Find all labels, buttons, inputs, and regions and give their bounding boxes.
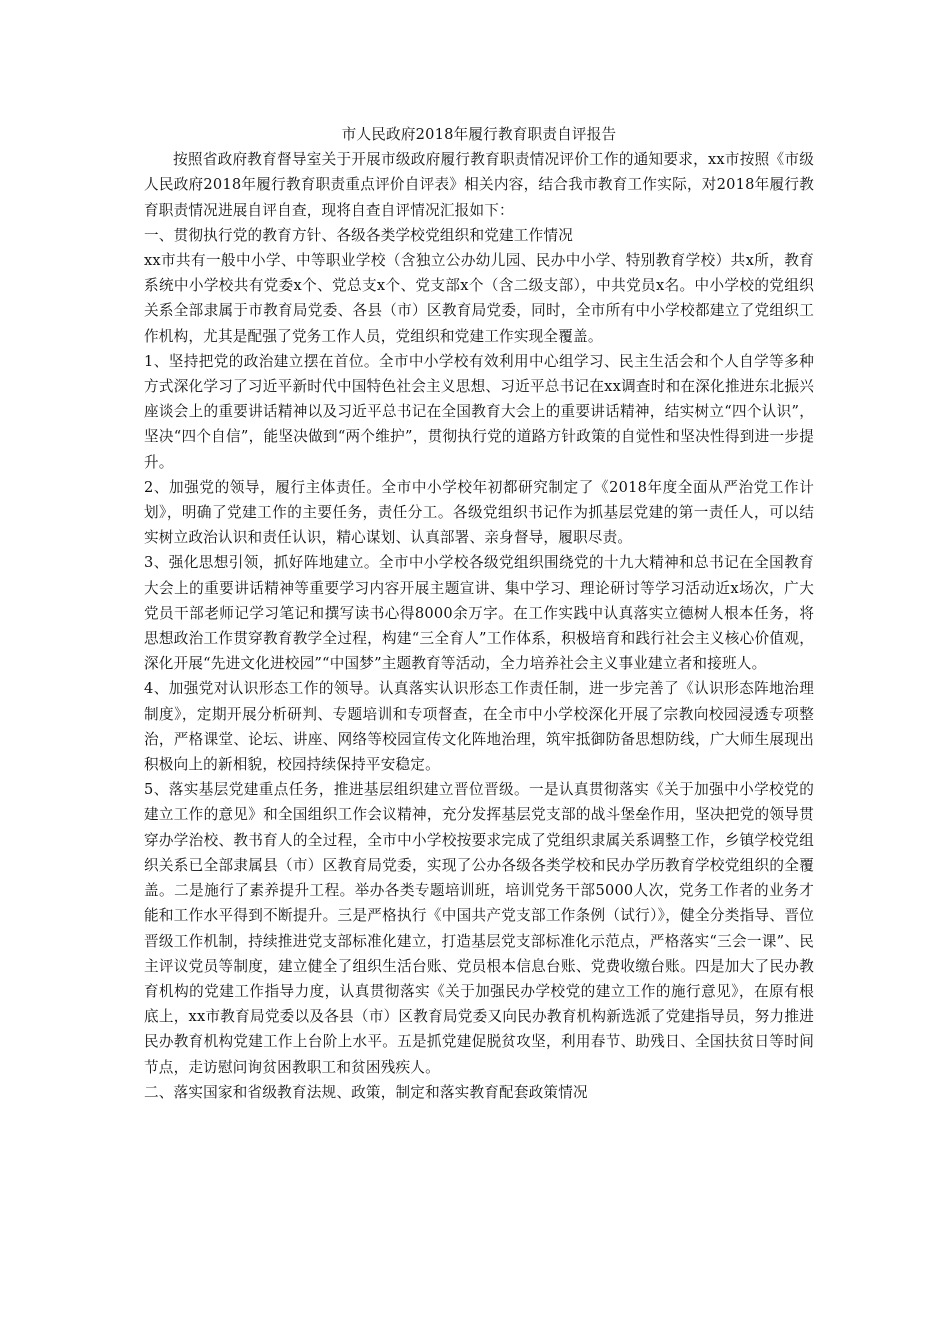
paragraph: 4、加强党对认识形态工作的领导。认真落实认识形态工作责任制，进一步完善了《认识形态阵地治理制度》，定期开展分析研判、专题培训和专项督查，在全市中小学校深化开展了宗教向校园浸透专项整治，严格课堂、论坛、讲座、网络等校园宣传文化阵地治理，筑牢抵御防备思想防线，广大师生展现出积极向上的新相貌，校园持续保持平安稳定。: [144, 680, 814, 774]
paragraph: 5、落实基层党建重点任务，推进基层组织建立晋位晋级。一是认真贯彻落实《关于加强中小学校党的建立工作的意见》和全国组织工作会议精神，充分发挥基层党支部的战斗堡垒作用，坚决把党的领导贯穿办学治校、教书育人的全过程，全市中小学校按要求完成了党组织隶属关系调整工作，乡镇学校党组织关系已全部隶属县（市）区教育局党委，实现了公办各级各类学校和民办学历教育学校党组织的全覆盖。二是施行了素养提升工程。举办各类专题培训班，培训党务干部5000人次，党务工作者的业务才能和工作水平得到不断提升。三是严格执行《中国共产党支部工作条例（试行）》，健全分类指导、晋位晋级工作机制，持续推进党支部标准化建立，打造基层党支部标准化示范点，严格落实“三会一课”、民主评议党员等制度，建立健全了组织生活台账、党员根本信息台账、党费收缴台账。四是加大了民办教育机构的党建工作指导力度，认真贯彻落实《关于加强民办学校党的建立工作的施行意见》，在原有根底上，xx市教育局党委以及各县（市）区教育局党委又向民办教育机构新选派了党建指导员，努力推进民办教育机构党建工作上台阶上水平。五是抓党建促脱贫攻坚，利用春节、助残日、全国扶贫日等时间节点，走访慰问询贫困教职工和贫困残疾人。: [144, 781, 814, 1076]
paragraph: xx市共有一般中小学、中等职业学校（含独立公办幼儿园、民办中小学、特别教育学校）共x所，教育系统中小学校共有党委x个、党总支x个、党支部x个（含二级支部），中共党员x名。中小学校的党组织关系全部隶属于市教育局党委、各县（市）区教育局党委，同时，全市所有中小学校都建立了党组织工作机构，尤其是配强了党务工作人员，党组织和党建工作实现全覆盖。: [144, 252, 814, 345]
paragraph: 一、贯彻执行党的教育方针、各级各类学校党组织和党建工作情况: [144, 226, 574, 244]
document-body: [144, 122, 814, 1105]
paragraph: 按照省政府教育督导室关于开展市级政府履行教育职责情况评价工作的通知要求，xx市按照《市级人民政府2018年履行教育职责重点评价自评表》相关内容，结合我市教育工作实际，对2018年履行教育职责情况进展自评自查，现将自查自评情况汇报如下：: [144, 151, 814, 219]
paragraph: 二、落实国家和省级教育法规、政策，制定和落实教育配套政策情况: [144, 1083, 588, 1101]
paragraph-list: [144, 147, 814, 1105]
paragraph: 2、加强党的领导，履行主体责任。全市中小学校年初都研究制定了《2018年度全面从严治党工作计划》，明确了党建工作的主要任务，责任分工。各级党组织书记作为抓基层党建的第一责任人，可以结实树立政治认识和责任认识，精心谋划、认真部署、亲身督导，履职尽责。: [144, 478, 814, 547]
paragraph: 3、强化思想引领，抓好阵地建立。全市中小学校各级党组织围绕党的十九大精神和总书记在全国教育大会上的重要讲话精神等重要学习内容开展主题宣讲、集中学习、理论研讨等学习活动近x场次，广大党员干部老师记学习笔记和撰写读书心得8000余万字。在工作实践中认真落实立德树人根本任务，将思想政治工作贯穿教育教学全过程，构建“三全育人”工作体系，积极培育和践行社会主义核心价值观，深化开展“先进文化进校园”“中国梦”主题教育等活动，全力培养社会主义事业建立者和接班人。: [144, 554, 814, 673]
paragraph: 1、坚持把党的政治建立摆在首位。全市中小学校有效利用中心组学习、民主生活会和个人自学等多种方式深化学习了习近平新时代中国特色社会主义思想、习近平总书记在xx调查时和在深化推进东北振兴座谈会上的重要讲话精神以及习近平总书记在全国教育大会上的重要讲话精神，结实树立“四个认识”，坚决“四个自信”，能坚决做到“两个维护”，贯彻执行党的道路方针政策的自觉性和坚决性得到进一步提升。: [144, 352, 814, 471]
document-title: 市人民政府2018年履行教育职责自评报告: [341, 126, 617, 143]
